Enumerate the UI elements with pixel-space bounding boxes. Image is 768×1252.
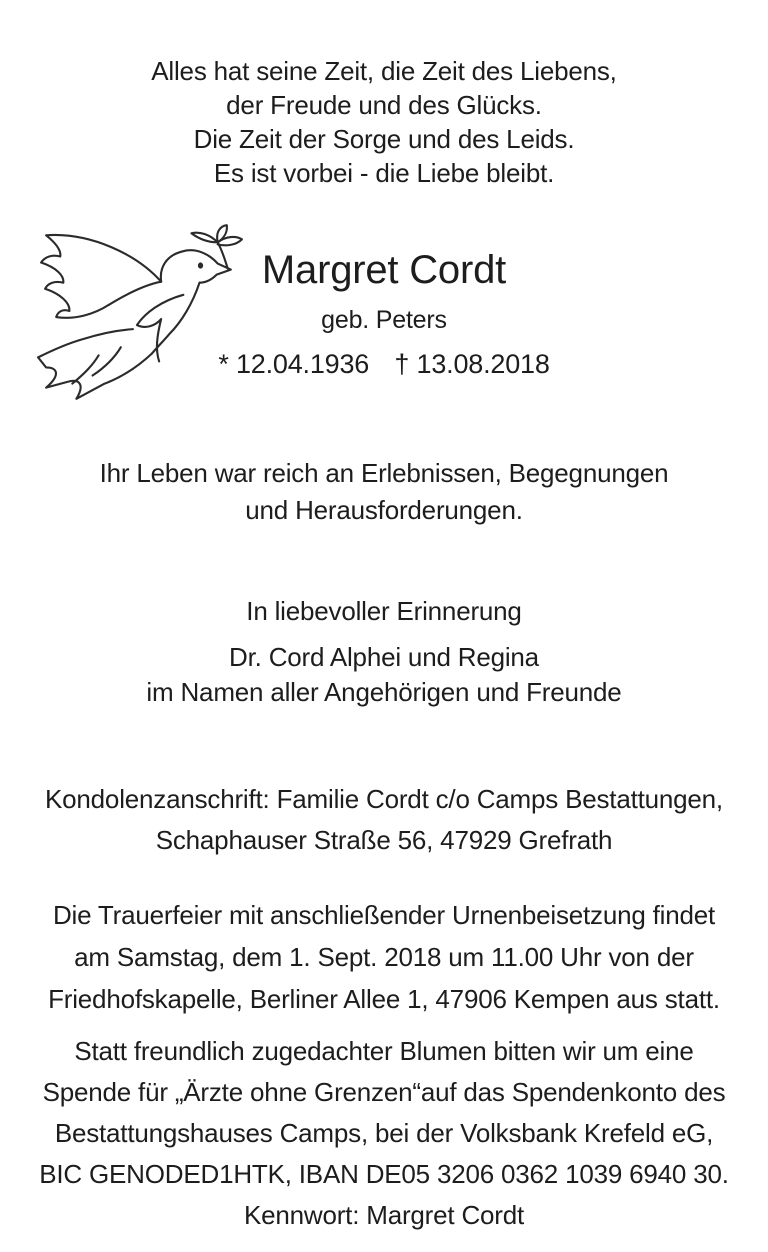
poem-line: Es ist vorbei - die Liebe bleibt. [213,158,555,188]
mourner-line: im Namen aller Angehörigen und Freunde [146,677,622,707]
tribute-line: und Herausforderungen. [245,495,523,525]
donation-request [0,1031,768,1236]
donation-line: BIC GENODED1HTK, IBAN DE05 3206 0362 1039 6940 30. [39,1159,729,1189]
funeral-service-details [0,894,768,1020]
mourners [0,640,768,710]
donation-line: Statt freundlich zugedachter Blumen bitten wir um eine [74,1036,694,1066]
deceased-name: Margret Cordt [261,248,507,292]
poem-line: Die Zeit der Sorge und des Leids. [193,124,575,154]
condolence-line: Kondolenzanschrift: Familie Cordt c/o Camps Bestattungen, [45,784,723,814]
donation-line: Spende für „Ärzte ohne Grenzen“auf das Spendenkonto des [42,1077,726,1107]
birth-date: * 12.04.1936 [218,349,370,379]
condolence-address [0,779,768,861]
poem-line: der Freude und des Glücks. [226,90,542,120]
mourner-line: Dr. Cord Alphei und Regina [229,642,539,672]
memorial-heading: In liebevoller Erinnerung [246,596,522,626]
donation-line: Kennwort: Margret Cordt [243,1200,525,1230]
service-line: Friedhofskapelle, Berliner Allee 1, 47906 Kempen aus statt. [48,984,720,1014]
service-line: Die Trauerfeier mit anschließender Urnenbeisetzung findet [52,900,716,930]
poem-line: Alles hat seine Zeit, die Zeit des Liebens, [151,56,617,86]
tribute-line: Ihr Leben war reich an Erlebnissen, Begegnungen [99,458,669,488]
service-line: am Samstag, dem 1. Sept. 2018 um 11.00 Uhr von der [74,942,694,972]
maiden-name: geb. Peters [321,306,447,334]
donation-line: Bestattungshauses Camps, bei der Volksbank Krefeld eG, [54,1118,714,1148]
condolence-line: Schaphauser Straße 56, 47929 Grefrath [155,825,613,855]
tribute [0,455,768,529]
death-date: † 13.08.2018 [394,349,550,379]
life-dates [0,347,768,381]
poem [0,54,768,190]
